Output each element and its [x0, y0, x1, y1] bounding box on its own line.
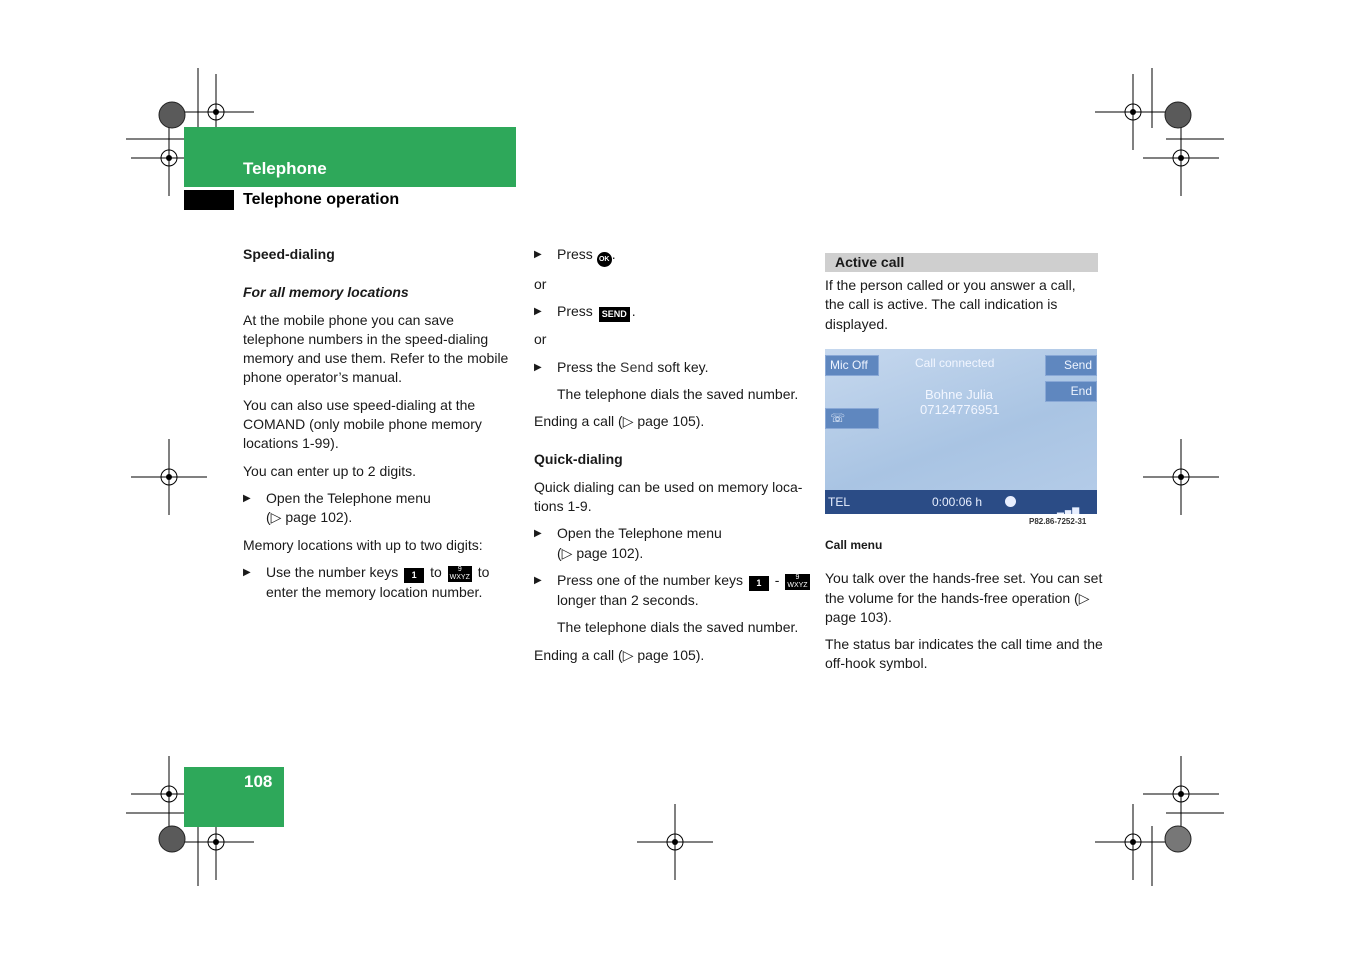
- figure-caption: Call menu: [825, 538, 883, 552]
- instruction-item: ▶ Use the number keys 1 to 9 WXYZ to enter the memory location number.: [243, 563, 518, 602]
- tel-label: TEL: [828, 495, 851, 509]
- phone-icon: ☏: [830, 411, 846, 425]
- send-softkey: Send: [1045, 355, 1097, 376]
- instruction-item: ▶ Press the Send soft key.: [534, 358, 812, 377]
- paragraph: Memory locations with up to two digits:: [243, 536, 483, 553]
- signal-strength-icon: ▂▄▆: [1057, 505, 1081, 514]
- instruction-item: ▶ Open the Telephone menu (▷ page 102).: [243, 489, 518, 528]
- cross-reference: Ending a call (▷ page 105).: [534, 413, 705, 430]
- call-menu-screenshot: [825, 349, 1097, 514]
- paragraph: You talk over the hands-free set. You can set the volume for the hands-free operation (▷ page 103).: [825, 570, 1103, 625]
- caller-name: Bohne Julia: [925, 387, 993, 402]
- column-quick-dialing: [534, 245, 812, 673]
- mic-off-softkey: Mic Off: [825, 355, 879, 376]
- instruction-item: ▶ Press one of the number keys 1 - 9 WXYZ longer than 2 seconds.: [534, 571, 812, 610]
- key-9-icon: 9 WXYZ: [787, 573, 808, 589]
- result-text: The telephone dials the saved number.: [557, 619, 799, 636]
- call-timer: 0:00:06 h: [932, 495, 983, 509]
- subsection-marker: [184, 190, 234, 210]
- subheading-memory-locations: For all memory locations: [243, 284, 409, 301]
- ok-button-icon: OK: [597, 252, 612, 267]
- subsection-title: Telephone operation: [243, 191, 400, 208]
- call-status: Call connected: [915, 356, 995, 370]
- paragraph: If the person called or you answer a call, the call is active. The call indication is displayed.: [825, 277, 1076, 332]
- instruction-item: ▶ Press SEND .: [534, 302, 812, 322]
- send-key-icon: SEND: [599, 307, 630, 322]
- or-text: or: [534, 276, 547, 292]
- key-1-icon: 1: [749, 576, 769, 591]
- active-call-heading: Active call: [825, 253, 1098, 272]
- end-softkey: End: [1045, 381, 1097, 402]
- off-hook-icon: [1005, 496, 1016, 507]
- paragraph: You can enter up to 2 digits.: [243, 462, 417, 479]
- heading-speed-dialing: Speed-dialing: [243, 246, 335, 262]
- paragraph: Quick dialing can be used on memory loca-tions 1-9.: [534, 478, 803, 515]
- key-1-icon: 1: [404, 568, 424, 583]
- figure-reference: P82.86-7252-31: [1029, 517, 1087, 526]
- phonebook-softkey: [825, 408, 879, 429]
- send-softkey-label: Send: [620, 358, 654, 375]
- instruction-item: ▶ Open the Telephone menu (▷ page 102).: [534, 524, 812, 563]
- header-band: [184, 127, 516, 187]
- instruction-item: ▶ Press OK .: [534, 245, 812, 267]
- column-speed-dialing: [243, 245, 518, 610]
- caller-number: 07124776951: [920, 402, 1000, 417]
- cross-reference: Ending a call (▷ page 105).: [534, 646, 705, 663]
- column-active-call-lower: [825, 536, 1103, 682]
- status-bar: [825, 490, 1097, 514]
- paragraph: You can also use speed-dialing at the COMAND (only mobile phone memory locations 1-99).: [243, 396, 482, 452]
- key-9-icon: 9 WXYZ: [449, 565, 470, 581]
- page-number: 108: [244, 772, 273, 791]
- section-title: Telephone: [243, 159, 327, 178]
- paragraph: The status bar indicates the call time and the off-hook symbol.: [825, 636, 1103, 672]
- or-text: or: [534, 331, 547, 348]
- paragraph: At the mobile phone you can save telephone numbers in the speed-dialing memory and use them. Refer to the mobile phone operator’s manual.: [243, 311, 509, 386]
- column-active-call: [825, 253, 1098, 342]
- result-text: The telephone dials the saved number.: [557, 385, 799, 402]
- heading-quick-dialing: Quick-dialing: [534, 451, 623, 468]
